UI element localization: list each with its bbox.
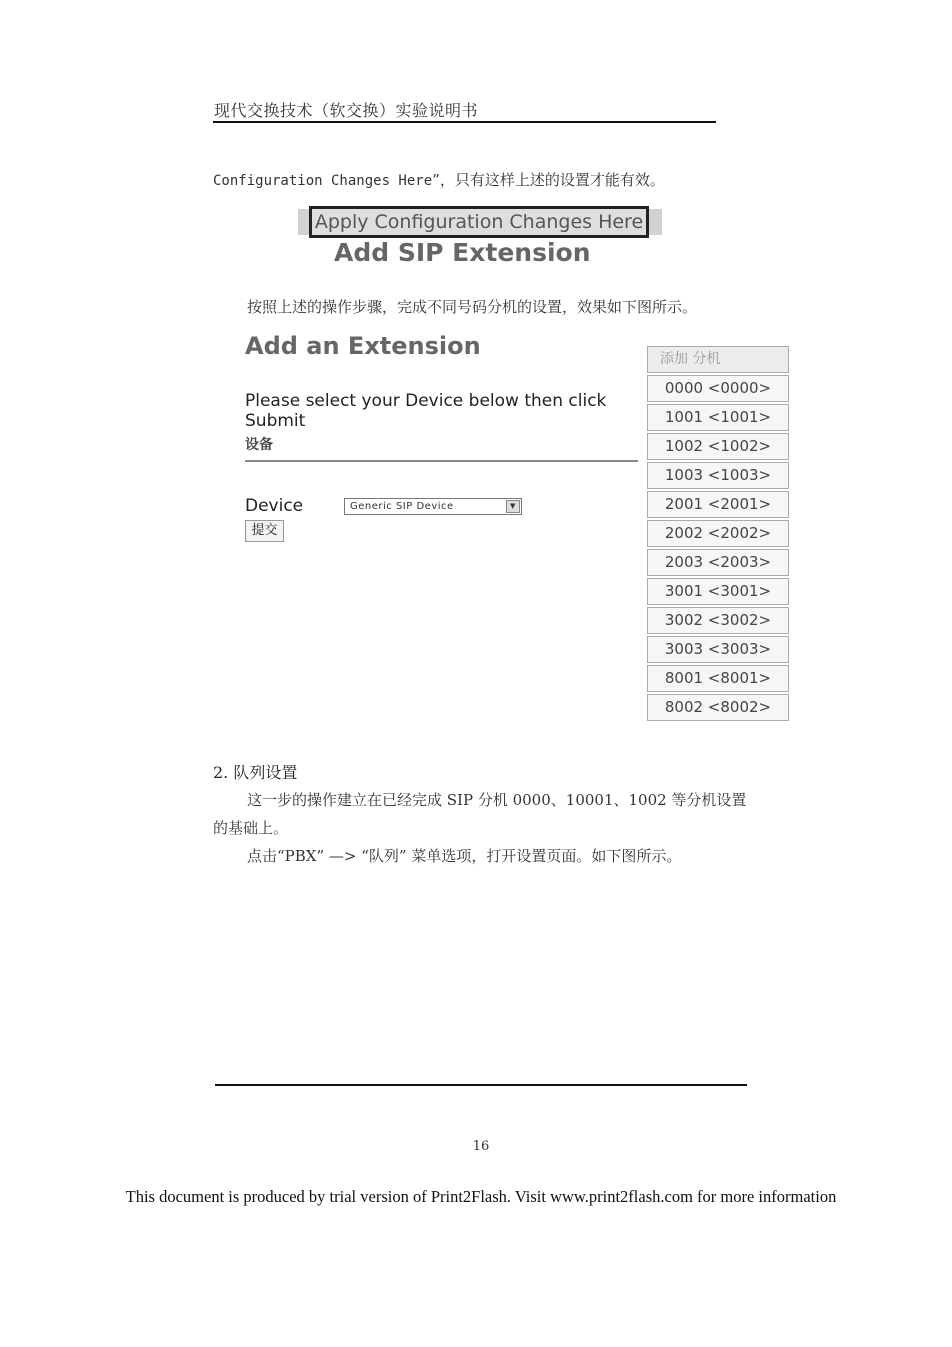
paragraph-text: ”，只有这样上述的设置才能有效。 bbox=[432, 171, 665, 189]
chevron-down-icon[interactable]: ▼ bbox=[506, 500, 520, 513]
page-header-title: 现代交换技术（软交换）实验说明书 bbox=[214, 101, 479, 120]
device-field-label: Device bbox=[245, 496, 304, 516]
form-divider bbox=[245, 460, 638, 462]
add-extension-link[interactable]: 添加 分机 bbox=[647, 346, 789, 373]
extension-item[interactable]: 2003 <2003> bbox=[647, 549, 789, 576]
code-text: Configuration Changes Here bbox=[213, 173, 433, 189]
add-extension-title: Add an Extension bbox=[245, 332, 481, 360]
extension-item[interactable]: 0000 <0000> bbox=[647, 375, 789, 402]
body-text-line: 点击“PBX” —> “队列” 菜单选项，打开设置页面。如下图所示。 bbox=[247, 847, 682, 865]
section-title-queue: 2. 队列设置 bbox=[213, 763, 298, 782]
submit-button[interactable]: 提交 bbox=[245, 520, 284, 542]
extension-item[interactable]: 3003 <3003> bbox=[647, 636, 789, 663]
device-section-label: 设备 bbox=[245, 437, 273, 453]
header-divider bbox=[213, 121, 716, 123]
extension-item[interactable]: 1002 <1002> bbox=[647, 433, 789, 460]
body-text-line: 这一步的操作建立在已经完成 SIP 分机 0000、10001、1002 等分机设置 bbox=[247, 791, 747, 809]
extension-item[interactable]: 8001 <8001> bbox=[647, 665, 789, 692]
extension-item[interactable]: 3001 <3001> bbox=[647, 578, 789, 605]
trial-notice: This document is produced by trial version of Print2Flash. Visit www.print2flash.com for more information bbox=[125, 1187, 837, 1206]
extension-item[interactable]: 8002 <8002> bbox=[647, 694, 789, 721]
device-instruction: Please select your Device below then click Submit bbox=[245, 391, 607, 431]
extension-item[interactable]: 2002 <2002> bbox=[647, 520, 789, 547]
footer-divider bbox=[215, 1084, 747, 1086]
extension-item[interactable]: 1003 <1003> bbox=[647, 462, 789, 489]
add-sip-extension-heading: Add SIP Extension bbox=[334, 238, 591, 267]
extension-item[interactable]: 3002 <3002> bbox=[647, 607, 789, 634]
paragraph-steps: 按照上述的操作步骤，完成不同号码分机的设置，效果如下图所示。 bbox=[247, 298, 698, 316]
page-number: 16 bbox=[472, 1139, 490, 1154]
body-text-line: 的基础上。 bbox=[213, 819, 289, 837]
paragraph-apply-note bbox=[213, 169, 665, 190]
device-select-value: Generic SIP Device bbox=[350, 501, 454, 512]
device-select[interactable] bbox=[344, 498, 522, 515]
extension-item[interactable]: 1001 <1001> bbox=[647, 404, 789, 431]
apply-configuration-button[interactable]: Apply Configuration Changes Here bbox=[309, 206, 649, 238]
extension-item[interactable]: 2001 <2001> bbox=[647, 491, 789, 518]
